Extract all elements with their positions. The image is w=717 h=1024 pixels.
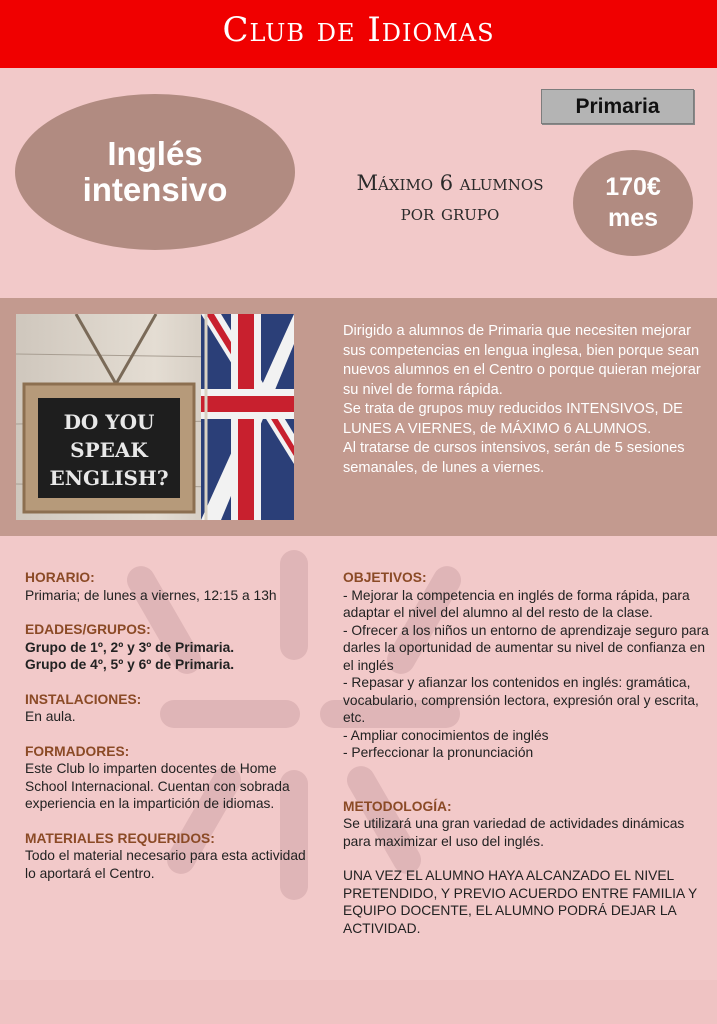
exit-note: UNA VEZ EL ALUMNO HAYA ALCANZADO EL NIVEL PRETENDIDO, Y PREVIO ACUERDO ENTRE FAMILIA Y EQUIPO DOCENTE, EL ALUMNO PODRÁ DEJAR LA ACTIVIDAD. xyxy=(343,868,697,936)
right-column xyxy=(343,569,713,937)
section-text: Se utilizará una gran variedad de actividades dinámicas para maximizar el uso del inglés. xyxy=(343,816,685,849)
chalkboard-line-2: SPEAK xyxy=(70,438,148,462)
footer-strip xyxy=(0,980,717,1024)
objetivos-section xyxy=(343,569,713,762)
section-heading: METODOLOGÍA: xyxy=(343,798,452,814)
page-title: Club de Idiomas xyxy=(222,10,495,50)
chalkboard-line-3: ENGLISH? xyxy=(49,466,169,490)
section-text: Primaria; de lunes a viernes, 12:15 a 13h xyxy=(25,587,277,603)
max-students-line2: por grupo xyxy=(400,201,500,225)
formadores-section xyxy=(25,743,310,813)
section-heading: MATERIALES REQUERIDOS: xyxy=(25,830,215,846)
group-line: Grupo de 1º, 2º y 3º de Primaria. xyxy=(25,639,235,655)
objective-item: - Perfeccionar la pronunciación xyxy=(343,745,534,760)
section-heading: FORMADORES: xyxy=(25,743,130,759)
objective-item: - Ampliar conocimientos de inglés xyxy=(343,727,549,743)
course-photo xyxy=(16,314,294,520)
intro-text xyxy=(343,322,708,478)
left-column xyxy=(25,569,310,899)
section-text: En aula. xyxy=(25,709,76,724)
objective-item: - Repasar y afianzar los contenidos en inglés: gramática, vocabulario, comprensión lectora, expresión oral y escrita, etc. xyxy=(343,675,699,725)
section-heading: EDADES/GRUPOS: xyxy=(25,622,151,637)
group-line: Grupo de 4º, 5º y 6º de Primaria. xyxy=(25,657,235,672)
uk-flag xyxy=(201,314,294,520)
horario-section xyxy=(25,569,310,604)
price-unit: mes xyxy=(607,204,659,232)
intro-paragraph: Dirigido a alumnos de Primaria que necesiten mejorar sus competencias en lengua inglesa, bien porque sean nuevos alumnos en el Centro o porque quieran mejorar su nivel de forma rápida. xyxy=(343,323,701,398)
course-title-line2: intensivo xyxy=(82,171,228,208)
level-badge: Primaria xyxy=(541,89,694,124)
course-title-oval xyxy=(15,94,295,250)
instalaciones-section xyxy=(25,691,310,726)
chalkboard-line-1: DO YOU xyxy=(63,410,155,434)
section-heading: INSTALACIONES: xyxy=(25,691,142,707)
price-circle xyxy=(573,150,693,256)
section-heading: OBJETIVOS: xyxy=(343,570,427,585)
section-text: Este Club lo imparten docentes de Home School Internacional. Cuentan con sobrada experiencia en la impartición de idiomas. xyxy=(25,761,290,811)
materiales-section xyxy=(25,830,310,883)
metodologia-section xyxy=(343,798,713,851)
objective-item: - Ofrecer a los niños un entorno de aprendizaje seguro para darles la oportunidad de aumentar su nivel de confianza en el inglés xyxy=(343,622,709,673)
section-heading: HORARIO: xyxy=(25,570,95,585)
course-title-line1: Inglés xyxy=(107,135,203,172)
edades-section xyxy=(25,621,310,674)
intro-paragraph: Se trata de grupos muy reducidos INTENSIVOS, DE LUNES A VIERNES, de MÁXIMO 6 ALUMNOS. xyxy=(343,401,683,437)
intro-paragraph: Al tratarse de cursos intensivos, serán de 5 sesiones semanales, de lunes a viernes. xyxy=(343,440,685,476)
max-students-line1: Máximo 6 alumnos xyxy=(356,171,544,195)
price-amount: 170€ xyxy=(605,173,661,201)
objective-item: - Mejorar la competencia en inglés de forma rápida, para adaptar el nivel del alumno al del resto de la clase. xyxy=(343,587,690,620)
max-students-note xyxy=(345,168,555,228)
section-text: Todo el material necesario para esta actividad lo aportará el Centro. xyxy=(25,848,306,881)
